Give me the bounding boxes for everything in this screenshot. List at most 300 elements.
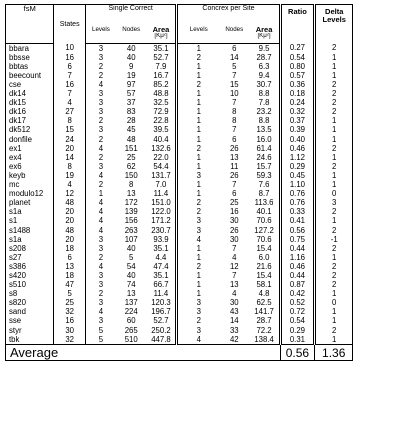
ratio-cell: 0.44 [280,244,315,253]
multi-nodes-cell: 25 [229,198,239,208]
ratio-cell: 0.31 [280,335,315,345]
single-nodes-cell: 9 [129,62,134,71]
multi-levels-cell: 2 [177,208,219,217]
fsm-cell: s420 [6,271,54,280]
single-nodes-cell: 137 [124,298,138,308]
multi-nodes-cell: 42 [219,335,250,345]
single-nodes-cell: 139 [124,207,138,217]
states-cell: 48 [54,199,86,208]
table-row [6,53,389,62]
multi-levels-cell: 1 [177,162,219,171]
multi-levels-cell: 1 [177,108,219,117]
delta-levels-cell: 2 [315,326,353,335]
multi-area-cell: 9.5 [258,43,270,53]
table-row [6,317,389,326]
delta-levels-cell: 2 [315,226,353,235]
fsm-cell: tbk [6,335,54,345]
single-levels-cell: 4 [98,225,104,235]
multi-levels-cell: 2 [177,262,219,271]
table-row [6,89,389,98]
table-row [6,244,389,253]
multi-levels-cell: 3 [177,217,219,226]
multi-nodes-cell: 15 [229,80,239,90]
multi-area-cell: 8.8 [258,116,270,126]
states-header: States [54,5,86,44]
states-cell: 16 [54,80,86,89]
ratio-cell: 0.76 [280,190,315,199]
delta-levels-cell: 1 [315,317,353,326]
multi-nodes-cell: 7 [232,98,237,108]
multi-area-cell: 4.8 [258,289,270,299]
single-levels-cell: 3 [98,244,104,253]
single-nodes-cell: 45 [126,125,136,135]
single-nodes-cell: 40 [126,271,136,280]
table-row [6,217,389,226]
fsm-cell: sand [6,308,54,317]
delta-levels-cell: 1 [315,253,353,262]
delta-levels-cell: 1 [315,335,353,345]
single-levels-cell: 3 [98,53,104,62]
fsm-cell: dk512 [6,126,54,135]
table-row [6,262,389,271]
single-levels-cell: 4 [98,144,104,153]
single-levels-cell: 3 [98,234,104,244]
single-area-cell: 48.8 [153,89,169,99]
single-area-cell: 40.4 [153,134,169,144]
fsm-cell: ex4 [6,153,54,162]
multi-nodes-cell: 26 [229,144,239,153]
delta-levels-cell: 1 [315,153,353,162]
single-area-cell: 72.9 [153,107,169,117]
multi-nodes-cell: 14 [229,316,239,326]
multi-area-cell: 15.4 [256,271,272,280]
multi-nodes-cell: 14 [229,53,239,62]
ratio-cell: 0.29 [280,326,315,335]
ratio-cell: 0.36 [280,80,315,89]
single-nodes-cell: 83 [126,107,136,117]
multi-levels-cell: 1 [177,180,219,189]
ratio-cell: 0.44 [280,271,315,280]
multi-nodes-cell: 13 [229,153,239,162]
states-cell: 4 [54,99,86,108]
multi-area-cell: 59.3 [256,171,272,180]
table-row [6,180,389,189]
single-area-unit: [Kμ²] [146,33,177,44]
single-area-cell: 11.4 [153,289,169,299]
multi-area-cell: 62.5 [256,298,272,308]
fsm-cell: s8 [6,290,54,299]
multi-nodes-cell: 8 [232,107,237,117]
multi-levels-cell: 1 [177,153,219,162]
single-area-cell: 39.5 [153,125,169,135]
multi-levels-cell: 1 [177,244,219,253]
fsm-cell: dk14 [6,89,54,98]
states-cell: 16 [54,317,86,326]
fsm-cell: planet [6,199,54,208]
states-cell: 8 [54,117,86,126]
ratio-cell: 0.54 [280,53,315,62]
single-levels-cell: 2 [98,134,104,144]
multi-levels-cell: 1 [177,71,219,80]
multi-nodes-cell: 7 [232,125,237,135]
multi-area-cell: 21.6 [256,262,272,271]
multi-nodes-header: Nodes [225,25,244,33]
states-cell: 15 [54,126,86,135]
multi-levels-cell: 4 [177,235,219,244]
single-levels-cell: 4 [98,207,104,217]
states-cell: 20 [54,235,86,244]
delta-levels-cell: 2 [315,108,353,117]
fsm-cell: s820 [6,299,54,308]
ratio-cell: 1.12 [280,153,315,162]
table-row [6,99,389,108]
table-row [6,117,389,126]
single-levels-cell: 4 [98,171,104,180]
multi-nodes-cell: 4 [232,289,237,299]
multi-nodes-cell: 26 [229,225,239,235]
table-body [6,44,389,345]
single-area-cell: 196.7 [151,307,171,317]
states-cell: 4 [54,180,86,189]
table-row [6,44,389,54]
table-row [6,235,389,244]
states-cell: 10 [54,44,86,54]
multi-nodes-cell: 7 [232,244,237,253]
fsm-cell: bbtas [6,62,54,71]
multi-area-cell: 138.4 [250,335,281,345]
single-levels-cell: 3 [98,316,104,326]
ratio-cell: 0.56 [280,226,315,235]
fsm-cell: mc [6,180,54,189]
multi-area-cell: 141.7 [254,307,274,317]
single-area-cell: 447.8 [146,335,177,345]
single-area-cell: 120.3 [151,298,171,308]
states-cell: 6 [54,62,86,71]
multi-levels-cell: 1 [177,280,219,289]
multi-area-cell: 70.6 [256,216,272,226]
single-nodes-cell: 74 [126,280,136,290]
states-cell: 8 [54,162,86,171]
ratio-cell: 0.57 [280,71,315,80]
table-row [6,190,389,199]
single-area-cell: 35.1 [153,43,169,53]
ratio-header: Ratio [280,5,315,44]
delta-levels-cell: 2 [315,144,353,153]
ratio-cell: 0.37 [280,117,315,126]
ratio-cell: 0.72 [280,308,315,317]
single-nodes-cell: 57 [126,89,136,99]
ratio-cell: 0.80 [280,62,315,71]
multi-area-cell: 7.8 [258,98,270,108]
single-area-cell: 47.4 [153,262,169,271]
multi-nodes-cell: 6 [232,134,237,144]
single-nodes-cell: 40 [126,43,136,53]
ratio-cell: 0.42 [280,290,315,299]
delta-levels-cell: 2 [315,208,353,217]
fsm-cell: s510 [6,280,54,289]
single-nodes-cell: 510 [116,335,147,345]
states-cell: 25 [54,299,86,308]
multi-levels-cell: 1 [177,135,219,144]
single-levels-cell: 2 [98,62,104,71]
ratio-cell: 0.54 [280,317,315,326]
ratio-cell: 0.87 [280,280,315,289]
single-area-cell: 132.6 [151,144,171,153]
single-levels-header: Levels [92,25,110,33]
table-row [6,162,389,171]
table-row [6,208,389,217]
delta-levels-cell: 1 [315,290,353,299]
single-area-cell: 66.7 [153,280,169,290]
delta-levels-cell: 2 [315,99,353,108]
multi-levels-cell: 1 [177,290,219,299]
multi-levels-cell: 1 [177,253,219,262]
multi-levels-cell: 2 [177,53,219,62]
single-area-cell: 85.2 [153,80,169,90]
single-levels-cell: 1 [98,189,104,199]
ratio-cell: 0.24 [280,99,315,108]
states-cell: 5 [54,290,86,299]
multi-levels-cell: 3 [177,171,219,180]
delta-levels-cell: 2 [315,162,353,171]
single-levels-cell: 2 [98,289,104,299]
table-row [6,199,389,208]
single-area-cell: 7.0 [155,180,167,190]
delta-levels-cell: 3 [315,199,353,208]
states-cell: 6 [54,253,86,262]
single-nodes-cell: 37 [126,98,136,108]
fsm-cell: keyb [6,171,54,180]
states-cell: 20 [54,208,86,217]
single-levels-cell: 3 [98,89,104,99]
multi-nodes-cell: 10 [229,89,239,99]
single-levels-cell: 3 [98,43,104,53]
average-row [6,345,389,361]
single-area-cell: 7.9 [155,62,167,71]
ratio-cell: 0.46 [280,144,315,153]
multi-levels-cell: 1 [177,190,219,199]
single-nodes-cell: 263 [124,225,138,235]
states-cell: 20 [54,217,86,226]
delta-levels-cell: -1 [315,235,353,244]
single-levels-cell: 2 [98,116,104,126]
delta-levels-cell: 1 [315,53,353,62]
single-area-header: Area [152,24,170,33]
multi-area-header: Area [255,24,273,33]
multi-nodes-cell: 33 [229,325,239,335]
single-area-cell: 93.9 [153,234,169,244]
states-cell: 7 [54,71,86,80]
multi-levels-cell: 1 [177,62,219,71]
multi-levels-cell: 1 [177,271,219,280]
single-nodes-cell: 48 [126,134,136,144]
average-ratio: 0.56 [280,345,315,361]
single-area-cell: 35.1 [153,244,169,253]
fsm-cell: ex6 [6,162,54,171]
multi-levels-cell: 3 [177,226,219,235]
single-nodes-cell: 5 [129,253,134,262]
table-row [6,126,389,135]
ratio-cell: 0.33 [280,208,315,217]
multi-levels-header: Levels [177,19,219,33]
single-nodes-cell: 40 [126,244,136,253]
single-nodes-cell: 107 [124,234,138,244]
fsm-cell: dk16 [6,108,54,117]
single-levels-cell: 2 [98,180,104,190]
delta-levels-cell: 1 [315,135,353,144]
multi-area-cell: 113.6 [254,198,274,208]
states-cell: 24 [54,135,86,144]
multi-levels-cell: 1 [177,126,219,135]
multi-nodes-cell: 7 [232,71,237,80]
single-nodes-cell: 40 [126,53,136,62]
table-row [6,71,389,80]
multi-levels-cell: 1 [177,117,219,126]
multi-area-cell: 58.1 [256,280,272,290]
multi-nodes-cell: 26 [229,171,239,180]
multi-area-cell: 8.8 [258,89,270,99]
single-area-cell: 250.2 [151,325,171,335]
single-levels-cell: 3 [98,298,104,308]
multi-levels-cell: 4 [177,335,219,345]
single-nodes-cell: 13 [126,189,136,199]
single-levels-cell: 2 [98,253,104,262]
delta-levels-cell: 2 [315,271,353,280]
ratio-cell: 0.46 [280,262,315,271]
table-row [6,335,389,345]
states-cell: 47 [54,280,86,289]
multi-area-cell: 72.2 [256,325,272,335]
fsm-cell: sse [6,317,54,326]
multi-levels-cell: 2 [177,144,219,153]
multi-area-cell: 61.4 [256,144,272,153]
results-table [5,4,389,361]
multi-levels-cell: 2 [177,80,219,89]
fsm-cell: dk15 [6,99,54,108]
delta-levels-cell: 2 [315,262,353,271]
multi-area-cell: 13.5 [256,125,272,135]
fsm-cell: ex1 [6,144,54,153]
states-cell: 12 [54,190,86,199]
single-levels-cell: 4 [98,80,104,90]
multi-nodes-cell: 43 [229,307,239,317]
fsm-cell: s27 [6,253,54,262]
single-nodes-cell: 265 [124,325,138,335]
fsm-header: fsM [6,5,54,44]
single-area-cell: 151.0 [151,198,171,208]
single-area-cell: 52.7 [153,316,169,326]
single-levels-cell: 4 [98,262,104,271]
multi-levels-cell: 3 [177,326,219,335]
single-levels-cell: 2 [98,71,104,80]
delta-levels-cell: 0 [315,190,353,199]
single-area-cell: 22.0 [153,153,169,162]
fsm-cell: bbsse [6,53,54,62]
multi-levels-cell: 3 [177,299,219,308]
single-area-cell: 4.4 [155,253,167,262]
states-cell: 18 [54,271,86,280]
multi-area-cell: 28.7 [256,53,272,62]
states-cell: 32 [54,335,86,345]
fsm-cell: modulo12 [6,190,54,199]
ratio-cell: 1.16 [280,253,315,262]
single-levels-cell: 3 [98,271,104,280]
single-nodes-cell: 60 [126,316,136,326]
table-row [6,153,389,162]
fsm-cell: beecount [6,71,54,80]
multi-area-cell: 6.3 [258,62,270,71]
multi-nodes-cell: 13 [229,280,239,290]
multi-nodes-cell: 5 [232,62,237,71]
single-correct-header: Single Correct [85,5,177,20]
multi-area-cell: 70.6 [256,234,272,244]
single-nodes-cell: 224 [124,307,138,317]
ratio-cell: 0.41 [280,217,315,226]
fsm-cell: s1 [6,217,54,226]
fsm-cell: s386 [6,262,54,271]
fsm-cell: s1488 [6,226,54,235]
multi-area-cell: 6.0 [258,253,270,262]
fsm-cell: cse [6,80,54,89]
multi-levels-cell: 1 [177,99,219,108]
multi-area-cell: 24.6 [256,153,272,162]
multi-nodes-cell: 7 [232,271,237,280]
table-row [6,135,389,144]
states-cell: 14 [54,153,86,162]
delta-levels-cell: 1 [315,171,353,180]
table-row [6,308,389,317]
states-cell: 27 [54,108,86,117]
single-levels-cell: 4 [98,216,104,226]
states-cell: 32 [54,308,86,317]
multi-nodes-cell: 12 [229,262,239,271]
single-area-cell: 35.1 [153,271,169,280]
delta-levels-cell: 1 [315,126,353,135]
single-area-cell: 171.2 [151,216,171,226]
table-row [6,171,389,180]
single-nodes-cell: 13 [126,289,136,299]
single-nodes-cell: 156 [124,216,138,226]
single-area-cell: 32.5 [153,98,169,108]
table-row [6,62,389,71]
delta-levels-cell: 1 [315,62,353,71]
fsm-cell: s1a [6,208,54,217]
table-row [6,226,389,235]
table-row [6,80,389,89]
single-area-cell: 22.8 [153,116,169,126]
single-area-cell: 122.0 [151,207,171,217]
single-nodes-cell: 28 [126,116,136,126]
multi-levels-cell: 2 [177,317,219,326]
ratio-cell: 0.18 [280,89,315,98]
single-levels-cell: 3 [98,280,104,290]
multi-nodes-cell: 11 [230,162,239,171]
ratio-cell: 0.29 [280,162,315,171]
single-levels-cell: 5 [98,325,104,335]
single-area-cell: 52.7 [153,53,169,62]
delta-levels-cell: 1 [315,217,353,226]
multi-nodes-cell: 8 [232,116,237,126]
single-nodes-cell: 19 [126,71,136,80]
states-cell: 19 [54,171,86,180]
table-row [6,326,389,335]
multi-nodes-cell: 30 [229,234,239,244]
single-levels-cell: 3 [98,125,104,135]
ratio-cell: 0.27 [280,44,315,54]
single-area-cell: 131.7 [151,171,171,180]
multi-nodes-cell: 6 [232,43,237,53]
multi-area-cell: 16.0 [256,134,272,144]
